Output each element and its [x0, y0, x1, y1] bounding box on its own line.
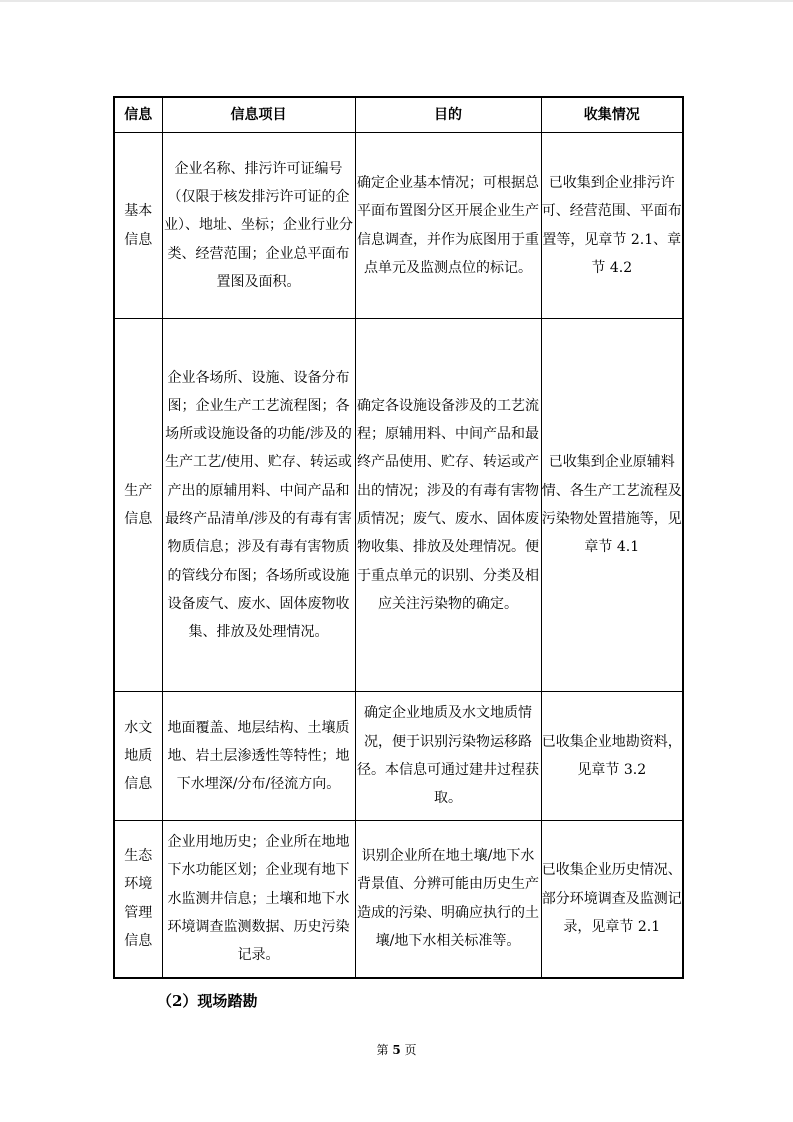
row-category: 基本 信息: [114, 133, 162, 319]
header-items: 信息项目: [162, 97, 355, 133]
row-items: 企业名称、排污许可证编号（仅限于核发排污许可证的企业）、地址、坐标；企业行业分类、经营范围；企业总平面布置图及面积。: [162, 133, 355, 319]
row-purpose: 确定企业地质及水文地质情况，便于识别污染物运移路径。本信息可通过建井过程获取。: [355, 692, 541, 821]
header-info: 信息: [114, 97, 162, 133]
row-status: 已收集企业历史情况、部分环境调查及监测记录，见章节 2.1: [541, 821, 683, 978]
table-row: [114, 821, 683, 978]
row-category: 生态 环境 管理 信息: [114, 821, 162, 978]
section-heading: （2）现场踏勘: [157, 992, 258, 1010]
row-category: 生产 信息: [114, 319, 162, 692]
table-row: [114, 133, 683, 319]
row-purpose: 确定企业基本情况；可根据总平面布置图分区开展企业生产信息调查，并作为底图用于重点单元及监测点位的标记。: [355, 133, 541, 319]
table-header-row: [114, 97, 683, 133]
page-top-edge: [0, 0, 793, 2]
header-status: 收集情况: [541, 97, 683, 133]
row-status: 已收集到企业原辅料情、各生产工艺流程及污染物处置措施等，见章节 4.1: [541, 319, 683, 692]
row-status: 已收集到企业排污许可、经营范围、平面布置等，见章节 2.1、章节 4.2: [541, 133, 683, 319]
table-row: [114, 692, 683, 821]
information-collection-table: [113, 96, 684, 979]
page-footer: [0, 1041, 793, 1058]
row-items: 企业用地历史；企业所在地地下水功能区划；企业现有地下水监测井信息；土壤和地下水环境调查监测数据、历史污染记录。: [162, 821, 355, 978]
row-items: 企业各场所、设施、设备分布图；企业生产工艺流程图；各场所或设施设备的功能/涉及的生产工艺/使用、贮存、转运或产出的原辅用料、中间产品和最终产品清单/涉及的有毒有害物质信息；涉及有毒有害物质的管线分布图；各场所或设施设备废气、废水、固体废物收集、排放及处理情况。: [162, 319, 355, 692]
row-purpose: 识别企业所在地土壤/地下水背景值、分辨可能由历史生产造成的污染、明确应执行的土壤/地下水相关标准等。: [355, 821, 541, 978]
row-category: 水文 地质 信息: [114, 692, 162, 821]
row-status: 已收集企业地勘资料，见章节 3.2: [541, 692, 683, 821]
footer-prefix: 第: [376, 1043, 389, 1057]
row-purpose: 确定各设施设备涉及的工艺流程；原辅用料、中间产品和最终产品使用、贮存、转运或产出的情况；涉及的有毒有害物质情况；废气、废水、固体废物收集、排放及处理情况。便于重点单元的识别、分类及相应关注污染物的确定。: [355, 319, 541, 692]
header-purpose: 目的: [355, 97, 541, 133]
row-items: 地面覆盖、地层结构、土壤质地、岩土层渗透性等特性；地下水埋深/分布/径流方向。: [162, 692, 355, 821]
page-number: 5: [392, 1043, 401, 1057]
footer-suffix: 页: [404, 1043, 417, 1057]
table-row: [114, 319, 683, 692]
